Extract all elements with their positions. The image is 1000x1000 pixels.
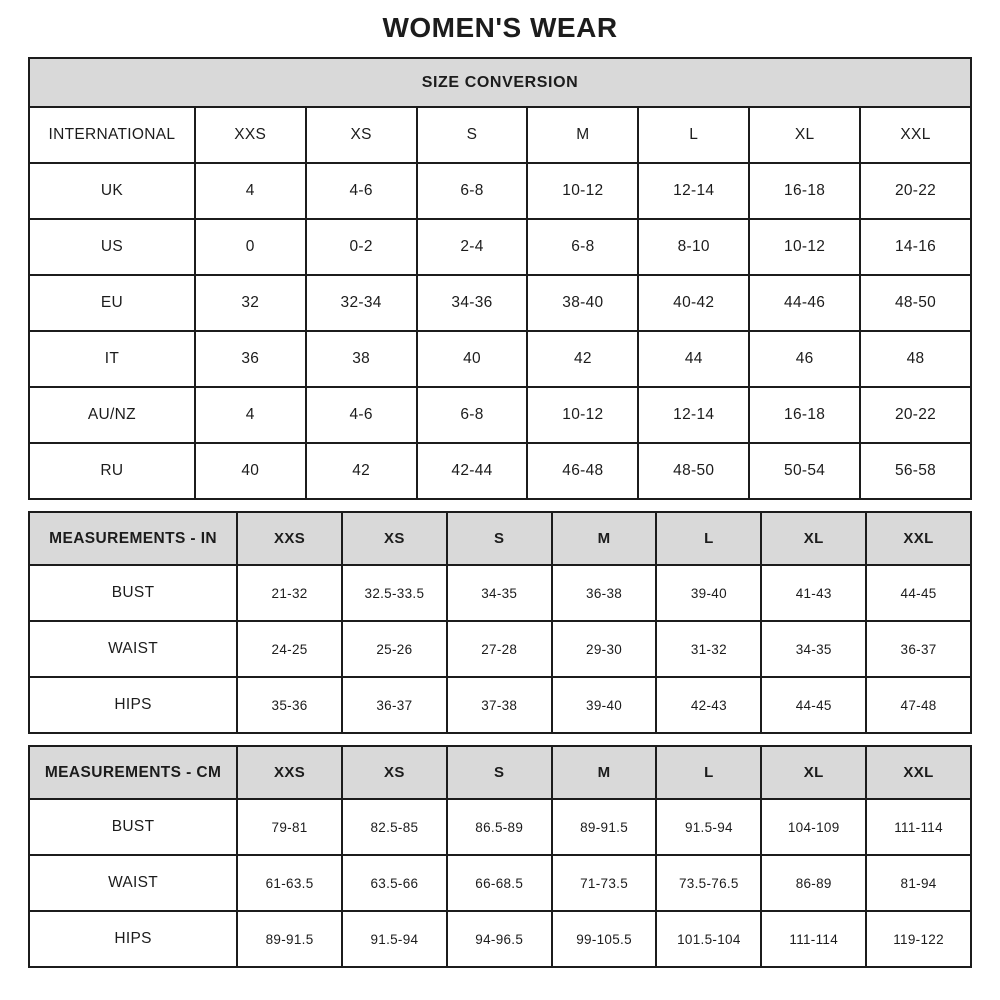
value-cell: XXL <box>860 107 971 163</box>
row-label-cell: WAIST <box>29 621 237 677</box>
value-cell: 42 <box>306 443 417 499</box>
value-cell: 21-32 <box>237 565 342 621</box>
page-title: WOMEN'S WEAR <box>382 12 618 43</box>
column-header-xs: XS <box>342 512 447 565</box>
row-label-cell: WAIST <box>29 855 237 911</box>
row-label-cell: AU/NZ <box>29 387 195 443</box>
value-cell: 4 <box>195 387 306 443</box>
value-cell: 12-14 <box>638 163 749 219</box>
value-cell: 36-37 <box>866 621 971 677</box>
value-cell: 10-12 <box>527 163 638 219</box>
table-row <box>29 331 971 387</box>
value-cell: 34-35 <box>761 621 866 677</box>
column-header-xl: XL <box>761 512 866 565</box>
value-cell: XXS <box>195 107 306 163</box>
row-label-cell: HIPS <box>29 911 237 967</box>
measurements-cm-table <box>28 745 972 968</box>
row-label-cell: BUST <box>29 799 237 855</box>
table-row <box>29 855 971 911</box>
value-cell: 89-91.5 <box>552 799 657 855</box>
table-row <box>29 219 971 275</box>
value-cell: 42 <box>527 331 638 387</box>
column-header-m: M <box>552 512 657 565</box>
value-cell: 99-105.5 <box>552 911 657 967</box>
value-cell: 6-8 <box>417 387 528 443</box>
value-cell: 10-12 <box>749 219 860 275</box>
size-conversion-body <box>29 107 971 499</box>
value-cell: 36-38 <box>552 565 657 621</box>
value-cell: M <box>527 107 638 163</box>
column-header-xxl: XXL <box>866 512 971 565</box>
row-label-cell: HIPS <box>29 677 237 733</box>
value-cell: 44 <box>638 331 749 387</box>
value-cell: 48 <box>860 331 971 387</box>
value-cell: 46 <box>749 331 860 387</box>
value-cell: 50-54 <box>749 443 860 499</box>
column-header-m: M <box>552 746 657 799</box>
value-cell: 86.5-89 <box>447 799 552 855</box>
size-conversion-header-row <box>29 58 971 107</box>
value-cell: 32 <box>195 275 306 331</box>
value-cell: 73.5-76.5 <box>656 855 761 911</box>
value-cell: 6-8 <box>527 219 638 275</box>
value-cell: 0 <box>195 219 306 275</box>
table-row <box>29 275 971 331</box>
value-cell: 101.5-104 <box>656 911 761 967</box>
value-cell: 40-42 <box>638 275 749 331</box>
table-row <box>29 107 971 163</box>
value-cell: 119-122 <box>866 911 971 967</box>
value-cell: 12-14 <box>638 387 749 443</box>
value-cell: 111-114 <box>866 799 971 855</box>
value-cell: 47-48 <box>866 677 971 733</box>
table-row <box>29 911 971 967</box>
table-row <box>29 677 971 733</box>
measurements-in-table <box>28 511 972 734</box>
value-cell: 91.5-94 <box>656 799 761 855</box>
value-cell: 39-40 <box>552 677 657 733</box>
value-cell: 41-43 <box>761 565 866 621</box>
value-cell: 0-2 <box>306 219 417 275</box>
table-row <box>29 621 971 677</box>
value-cell: 44-45 <box>866 565 971 621</box>
value-cell: 37-38 <box>447 677 552 733</box>
value-cell: 40 <box>195 443 306 499</box>
value-cell: 42-44 <box>417 443 528 499</box>
value-cell: 81-94 <box>866 855 971 911</box>
value-cell: 34-36 <box>417 275 528 331</box>
value-cell: 71-73.5 <box>552 855 657 911</box>
value-cell: 16-18 <box>749 163 860 219</box>
value-cell: 16-18 <box>749 387 860 443</box>
column-header-xxs: XXS <box>237 512 342 565</box>
value-cell: XL <box>749 107 860 163</box>
value-cell: 4-6 <box>306 387 417 443</box>
table-row <box>29 565 971 621</box>
value-cell: 4 <box>195 163 306 219</box>
measurements-cm-title: MEASUREMENTS - CM <box>29 746 237 799</box>
value-cell: 27-28 <box>447 621 552 677</box>
table-row <box>29 443 971 499</box>
column-header-xl: XL <box>761 746 866 799</box>
value-cell: 20-22 <box>860 387 971 443</box>
table-row <box>29 799 971 855</box>
column-header-s: S <box>447 746 552 799</box>
row-label-cell: RU <box>29 443 195 499</box>
table-row <box>29 387 971 443</box>
value-cell: 38-40 <box>527 275 638 331</box>
value-cell: 20-22 <box>860 163 971 219</box>
measurements-cm-body <box>29 799 971 967</box>
value-cell: 6-8 <box>417 163 528 219</box>
value-cell: 2-4 <box>417 219 528 275</box>
value-cell: 111-114 <box>761 911 866 967</box>
size-conversion-table <box>28 57 972 500</box>
value-cell: L <box>638 107 749 163</box>
column-header-xxl: XXL <box>866 746 971 799</box>
measurements-in-header-row <box>29 512 971 565</box>
column-header-s: S <box>447 512 552 565</box>
value-cell: 48-50 <box>860 275 971 331</box>
value-cell: 24-25 <box>237 621 342 677</box>
value-cell: 104-109 <box>761 799 866 855</box>
row-label-cell: UK <box>29 163 195 219</box>
value-cell: 91.5-94 <box>342 911 447 967</box>
value-cell: 35-36 <box>237 677 342 733</box>
measurements-cm-header-row <box>29 746 971 799</box>
value-cell: XS <box>306 107 417 163</box>
row-label-cell: EU <box>29 275 195 331</box>
value-cell: 14-16 <box>860 219 971 275</box>
value-cell: 40 <box>417 331 528 387</box>
column-header-xs: XS <box>342 746 447 799</box>
value-cell: 46-48 <box>527 443 638 499</box>
column-header-xxs: XXS <box>237 746 342 799</box>
row-label-cell: BUST <box>29 565 237 621</box>
value-cell: 48-50 <box>638 443 749 499</box>
value-cell: 4-6 <box>306 163 417 219</box>
value-cell: 63.5-66 <box>342 855 447 911</box>
value-cell: 56-58 <box>860 443 971 499</box>
value-cell: 44-46 <box>749 275 860 331</box>
value-cell: S <box>417 107 528 163</box>
value-cell: 31-32 <box>656 621 761 677</box>
value-cell: 66-68.5 <box>447 855 552 911</box>
table-row <box>29 163 971 219</box>
size-conversion-title: SIZE CONVERSION <box>29 58 971 107</box>
value-cell: 94-96.5 <box>447 911 552 967</box>
row-label-cell: IT <box>29 331 195 387</box>
value-cell: 44-45 <box>761 677 866 733</box>
value-cell: 34-35 <box>447 565 552 621</box>
value-cell: 8-10 <box>638 219 749 275</box>
value-cell: 89-91.5 <box>237 911 342 967</box>
row-label-cell: INTERNATIONAL <box>29 107 195 163</box>
column-header-l: L <box>656 512 761 565</box>
value-cell: 39-40 <box>656 565 761 621</box>
column-header-l: L <box>656 746 761 799</box>
value-cell: 86-89 <box>761 855 866 911</box>
value-cell: 10-12 <box>527 387 638 443</box>
measurements-in-body <box>29 565 971 733</box>
value-cell: 61-63.5 <box>237 855 342 911</box>
value-cell: 42-43 <box>656 677 761 733</box>
value-cell: 38 <box>306 331 417 387</box>
row-label-cell: US <box>29 219 195 275</box>
value-cell: 82.5-85 <box>342 799 447 855</box>
value-cell: 36-37 <box>342 677 447 733</box>
value-cell: 79-81 <box>237 799 342 855</box>
measurements-in-title: MEASUREMENTS - IN <box>29 512 237 565</box>
value-cell: 32.5-33.5 <box>342 565 447 621</box>
value-cell: 25-26 <box>342 621 447 677</box>
value-cell: 29-30 <box>552 621 657 677</box>
value-cell: 36 <box>195 331 306 387</box>
value-cell: 32-34 <box>306 275 417 331</box>
